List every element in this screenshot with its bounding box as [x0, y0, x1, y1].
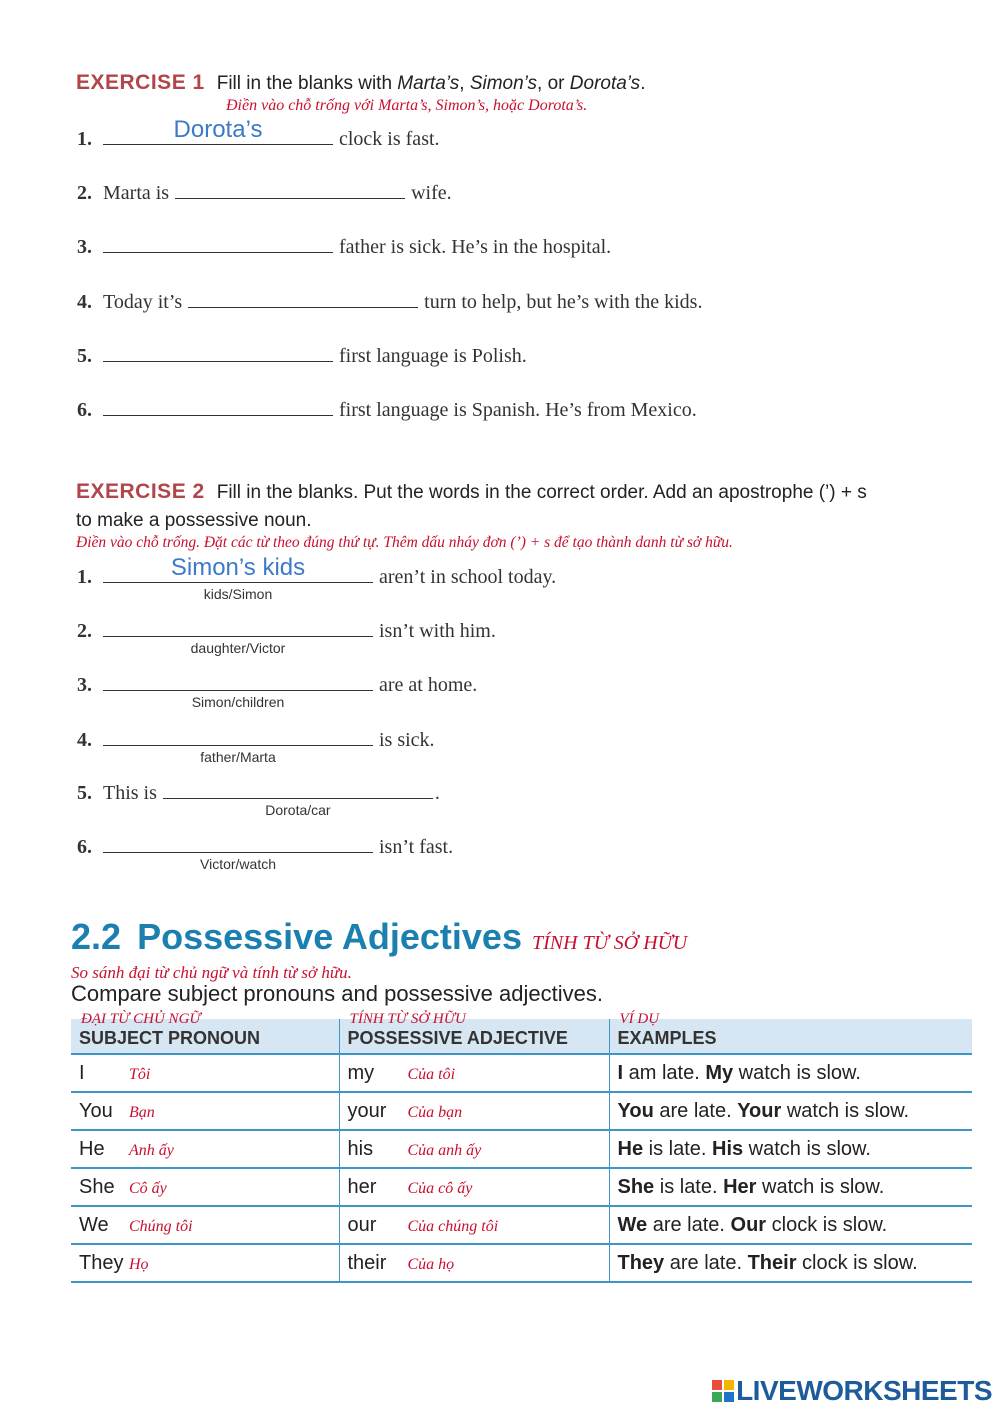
possessive-table: [71, 1011, 972, 1283]
example-text: watch is slow.: [733, 1061, 861, 1084]
example-subject: I: [617, 1061, 624, 1084]
item-text-after: are at home.: [379, 674, 478, 696]
compare-vietnamese: So sánh đại từ chủ ngữ và tính từ sở hữu.: [71, 963, 352, 982]
adjective-cell: [339, 1130, 609, 1168]
possessive-adjective: our: [347, 1213, 377, 1236]
exercise1-vietnamese: Điền vào chỗ trống với Marta’s, Simon’s, hoặc Dorota’s.: [226, 97, 588, 114]
exercise2-instruction-line2: to make a possessive noun.: [76, 510, 312, 531]
pronoun-cell: [71, 1206, 339, 1244]
example-cell: [609, 1244, 972, 1282]
exercise2-header: [76, 480, 867, 504]
answer-blank[interactable]: [188, 287, 418, 308]
example-text: watch is slow.: [756, 1175, 885, 1198]
pronoun-vietnamese: Tôi: [129, 1065, 151, 1083]
exercise1-label: EXERCISE 1: [76, 71, 205, 94]
exercise2-label: EXERCISE 2: [76, 480, 205, 503]
item-text-after: isn’t fast.: [379, 836, 454, 858]
word-hint: Victor/watch: [200, 856, 276, 872]
possessive-adjective: their: [347, 1251, 387, 1274]
pronoun-cell: [71, 1092, 339, 1130]
item-number: 6.: [77, 399, 92, 421]
subject-pronoun: I: [79, 1061, 85, 1084]
pronoun-vietnamese: Chúng tôi: [129, 1217, 193, 1235]
word-hint: Simon/children: [191, 694, 285, 710]
example-cell: [609, 1206, 972, 1244]
ex1-item: [77, 178, 452, 205]
item-text-after: .: [434, 782, 440, 804]
example-cell: [609, 1130, 972, 1168]
table-row: [71, 1168, 972, 1206]
exercise2-vietnamese: Điền vào chỗ trống. Đặt các từ theo đúng thứ tự. Thêm dấu nháy đơn (’) + s để tạo thành danh từ sở hữu.: [76, 534, 733, 551]
answer-blank[interactable]: [163, 778, 433, 818]
item-number: 1.: [77, 566, 92, 588]
answer-blank[interactable]: [103, 341, 333, 362]
word-hint: Dorota/car: [265, 802, 331, 818]
example-text: is late.: [643, 1137, 712, 1160]
possessive-adjective: her: [347, 1175, 377, 1198]
header-examples: VÍ DỤ EXAMPLES: [609, 1019, 972, 1054]
table-row: [71, 1244, 972, 1282]
exercise1-instruction: Fill in the blanks with Marta’s, Simon’s, or Dorota’s.: [216, 73, 646, 94]
word-hint: father/Marta: [200, 749, 276, 765]
adjective-cell: [339, 1168, 609, 1206]
answer-blank[interactable]: [175, 178, 405, 199]
example-subject: We: [617, 1213, 648, 1236]
subject-pronoun: They: [79, 1251, 124, 1274]
item-number: 1.: [77, 128, 92, 150]
section-title-vietnamese: TÍNH TỪ SỞ HỮU: [532, 932, 688, 954]
liveworksheets-logo: LIVEWORKSHEETS: [712, 1375, 992, 1407]
item-text-before: Today it’s: [103, 291, 183, 313]
example-possessive: His: [712, 1137, 744, 1160]
item-text-after: first language is Spanish. He’s from Mexico.: [339, 399, 697, 421]
ex1-item: [77, 341, 527, 368]
adjective-vietnamese: Của chúng tôi: [407, 1217, 499, 1235]
pronoun-vietnamese: Họ: [129, 1255, 149, 1273]
pronoun-cell: [71, 1054, 339, 1092]
pronoun-vietnamese: Cô ấy: [129, 1179, 167, 1197]
example-possessive: Our: [730, 1213, 767, 1236]
pronoun-cell: [71, 1168, 339, 1206]
item-text-after: first language is Polish.: [339, 345, 527, 367]
exercise2-instruction-line1: Fill in the blanks. Put the words in the correct order. Add an apostrophe (’) + s: [216, 482, 867, 503]
ex1-item: [77, 395, 697, 422]
pronoun-cell: [71, 1130, 339, 1168]
table-row: [71, 1130, 972, 1168]
subject-pronoun: You: [79, 1099, 113, 1122]
subject-pronoun: We: [79, 1213, 109, 1236]
example-text: is late.: [654, 1175, 724, 1198]
table-row: [71, 1206, 972, 1244]
example-text: are late.: [664, 1251, 748, 1274]
answer-blank[interactable]: [103, 232, 333, 253]
word-hint: daughter/Victor: [190, 640, 286, 656]
example-possessive: Her: [723, 1175, 757, 1198]
example-subject: You: [617, 1099, 654, 1122]
ex2-item: [77, 670, 478, 710]
example-cell: [609, 1168, 972, 1206]
header-subject-pronoun: ĐẠI TỪ CHỦ NGỮ SUBJECT PRONOUN: [71, 1019, 339, 1054]
liveworksheets-icon: [712, 1380, 734, 1402]
item-number: 4.: [77, 729, 92, 751]
example-subject: They: [617, 1251, 665, 1274]
possessive-adjective: my: [347, 1061, 375, 1084]
item-number: 4.: [77, 291, 92, 313]
item-text-after: turn to help, but he’s with the kids.: [424, 291, 703, 313]
example-text: are late.: [653, 1099, 738, 1122]
pronoun-vietnamese: Bạn: [129, 1103, 155, 1121]
ex1-item: [77, 287, 702, 314]
answer-blank[interactable]: [103, 554, 373, 602]
answer-text: Simon’s kids: [170, 554, 306, 581]
section-heading: Possessive Adjectives: [137, 916, 522, 957]
item-number: 3.: [77, 236, 92, 258]
table-body: [71, 1054, 972, 1282]
table-row: [71, 1092, 972, 1130]
item-number: 5.: [77, 345, 92, 367]
table-header-row: [71, 1019, 972, 1054]
word-hint: kids/Simon: [203, 586, 273, 602]
possessive-adjective: your: [347, 1099, 387, 1122]
ex2-item: [77, 778, 440, 818]
item-text-before: This is: [103, 782, 157, 804]
item-text-after: isn’t with him.: [379, 620, 496, 642]
example-cell: [609, 1054, 972, 1092]
answer-blank[interactable]: [103, 832, 373, 872]
subject-pronoun: He: [79, 1137, 105, 1160]
item-number: 2.: [77, 620, 92, 642]
item-text-after: is sick.: [379, 729, 435, 751]
item-number: 5.: [77, 782, 92, 804]
item-number: 3.: [77, 674, 92, 696]
adjective-vietnamese: Của tôi: [407, 1065, 456, 1083]
answer-text: Dorota’s: [173, 116, 263, 143]
item-number: 6.: [77, 836, 92, 858]
item-text-before: Marta is: [103, 182, 170, 204]
example-text: clock is slow.: [766, 1213, 888, 1236]
adjective-cell: [339, 1092, 609, 1130]
adjective-vietnamese: Của cô ấy: [407, 1179, 473, 1197]
item-text-after: clock is fast.: [339, 128, 440, 150]
table-row: [71, 1054, 972, 1092]
answer-blank[interactable]: [103, 670, 373, 710]
adjective-vietnamese: Của bạn: [407, 1103, 463, 1121]
ex2-item: [77, 832, 454, 872]
item-number: 2.: [77, 182, 92, 204]
answer-blank[interactable]: [103, 616, 373, 656]
example-text: watch is slow.: [781, 1099, 910, 1122]
adjective-cell: [339, 1244, 609, 1282]
example-possessive: Their: [747, 1251, 797, 1274]
example-text: clock is slow.: [796, 1251, 918, 1274]
section-title: [71, 916, 687, 958]
ex2-item: [77, 616, 496, 656]
example-cell: [609, 1092, 972, 1130]
item-text-after: wife.: [411, 182, 452, 204]
item-text-after: aren’t in school today.: [379, 566, 557, 588]
ex1-item: [77, 232, 611, 259]
example-possessive: Your: [737, 1099, 782, 1122]
pronoun-cell: [71, 1244, 339, 1282]
example-text: watch is slow.: [743, 1137, 871, 1160]
example-subject: He: [617, 1137, 644, 1160]
answer-blank[interactable]: [103, 725, 373, 765]
pronoun-vietnamese: Anh ấy: [129, 1141, 174, 1159]
exercise1-header: [76, 71, 645, 95]
answer-blank[interactable]: [103, 116, 333, 145]
example-possessive: My: [705, 1061, 734, 1084]
possessive-adjective: his: [347, 1137, 374, 1160]
adjective-vietnamese: Của họ: [407, 1255, 455, 1273]
header-possessive-adjective: TÍNH TỪ SỞ HỮU POSSESSIVE ADJECTIVE: [339, 1019, 609, 1054]
example-subject: She: [617, 1175, 655, 1198]
compare-text: Compare subject pronouns and possessive adjectives.: [71, 981, 603, 1006]
ex2-item: [77, 554, 557, 602]
example-text: am late.: [623, 1061, 706, 1084]
example-text: are late.: [647, 1213, 731, 1236]
adjective-vietnamese: Của anh ấy: [407, 1141, 482, 1159]
adjective-cell: [339, 1206, 609, 1244]
item-text-after: father is sick. He’s in the hospital.: [339, 236, 612, 258]
section-number: 2.2: [71, 916, 122, 957]
answer-blank[interactable]: [103, 395, 333, 416]
adjective-cell: [339, 1054, 609, 1092]
ex1-item: [77, 116, 440, 151]
subject-pronoun: She: [79, 1175, 115, 1198]
ex2-item: [77, 725, 435, 765]
